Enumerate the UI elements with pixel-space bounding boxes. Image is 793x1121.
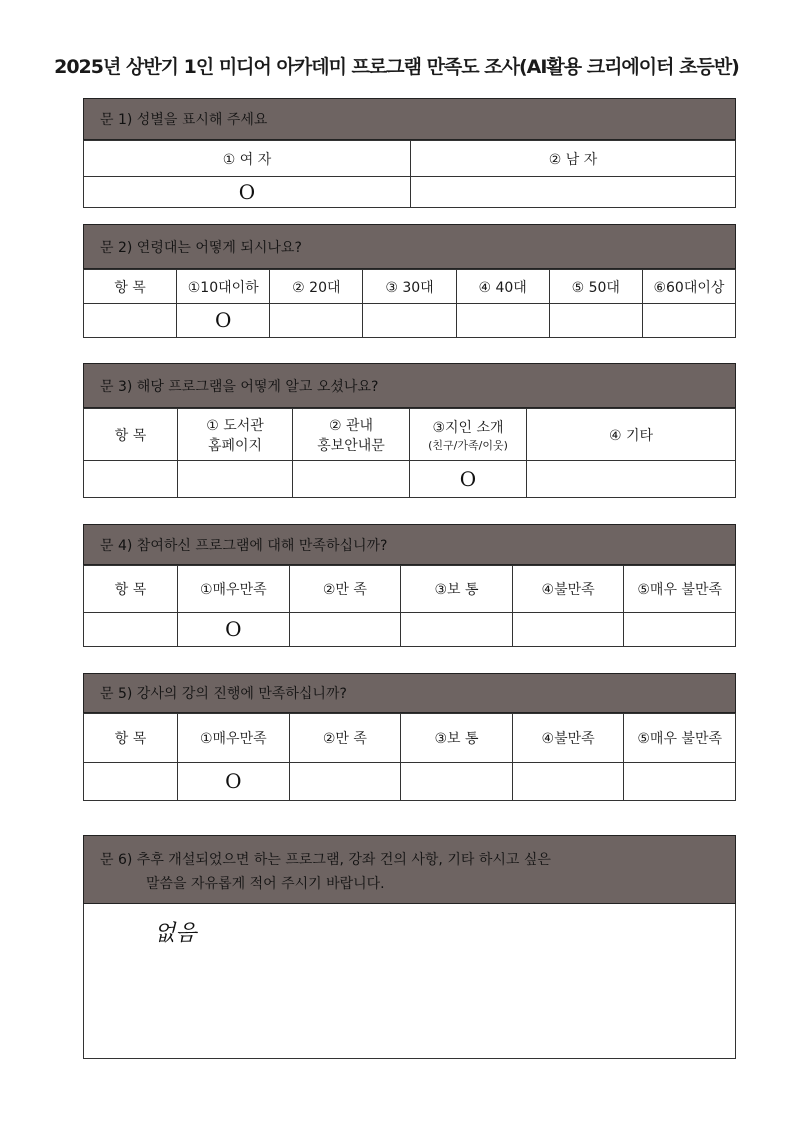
option-line: (친구/가족/이웃): [428, 438, 508, 452]
answer-cell-blank: [84, 461, 178, 498]
question-6-line-2: 말씀을 자유롭게 적어 주시기 바랍니다.: [146, 876, 385, 892]
option-line: ③지인 소개: [432, 419, 504, 436]
row-label: 항 목: [84, 270, 177, 304]
question-2-header: 문 2) 연령대는 어떻게 되시나요?: [83, 224, 736, 269]
option-age-4: ④ 40대: [456, 270, 549, 304]
option-local-notice: [293, 409, 410, 461]
question-4: [83, 524, 736, 647]
option-age-3: ③ 30대: [363, 270, 456, 304]
answer-cell-other[interactable]: [527, 461, 736, 498]
answer-cell-very-dissatisfied[interactable]: [624, 613, 736, 647]
circle-mark: O: [225, 617, 242, 641]
answer-cell-blank: [84, 304, 177, 338]
question-1: [83, 98, 736, 208]
question-6: [83, 835, 736, 1059]
question-6-header: [83, 835, 736, 904]
option-other: ④ 기타: [527, 409, 736, 461]
row-label: 항 목: [84, 714, 178, 763]
question-2-table: [83, 269, 736, 338]
option-satisfied: ②만 족: [289, 714, 401, 763]
option-neutral: ③보 통: [401, 714, 513, 763]
question-5-table: [83, 713, 736, 801]
question-3-table: [83, 408, 736, 498]
answer-cell-female[interactable]: [84, 177, 411, 208]
row-label: 항 목: [84, 566, 178, 613]
option-dissatisfied: ④불만족: [512, 566, 624, 613]
question-4-table: [83, 565, 736, 647]
option-line: ① 도서관: [206, 417, 264, 434]
answer-cell-blank: [84, 763, 178, 801]
question-5: [83, 673, 736, 801]
option-library-homepage: [178, 409, 293, 461]
answer-cell-neutral[interactable]: [401, 763, 513, 801]
option-female: ① 여 자: [84, 141, 411, 177]
option-line: 홈페이지: [207, 437, 263, 454]
option-age-6: ⑥60대이상: [642, 270, 735, 304]
answer-cell-age-1[interactable]: [177, 304, 270, 338]
option-line: ② 관내: [328, 417, 374, 434]
answer-cell-satisfied[interactable]: [289, 613, 401, 647]
question-1-header: 문 1) 성별을 표시해 주세요: [83, 98, 736, 140]
answer-cell-age-5[interactable]: [549, 304, 642, 338]
answer-cell-age-4[interactable]: [456, 304, 549, 338]
answer-cell-age-2[interactable]: [270, 304, 363, 338]
question-1-table: [83, 140, 736, 208]
question-3: [83, 363, 736, 498]
question-6-line-1: 문 6) 추후 개설되었으면 하는 프로그램, 강좌 건의 사항, 기타 하시고 싶은: [100, 852, 551, 868]
answer-cell-age-6[interactable]: [642, 304, 735, 338]
question-5-header: 문 5) 강사의 강의 진행에 만족하십니까?: [83, 673, 736, 713]
option-satisfied: ②만 족: [289, 566, 401, 613]
answer-cell-notice[interactable]: [293, 461, 410, 498]
answer-cell-very-dissatisfied[interactable]: [624, 763, 736, 801]
handwritten-answer: 없음: [154, 921, 197, 946]
option-age-5: ⑤ 50대: [549, 270, 642, 304]
answer-cell-male[interactable]: [411, 177, 736, 208]
circle-mark: O: [225, 769, 242, 793]
answer-cell-neutral[interactable]: [401, 613, 513, 647]
option-male: ② 남 자: [411, 141, 736, 177]
answer-cell-dissatisfied[interactable]: [512, 763, 624, 801]
question-4-header: 문 4) 참여하신 프로그램에 대해 만족하십니까?: [83, 524, 736, 565]
circle-mark: O: [459, 466, 477, 491]
answer-cell-dissatisfied[interactable]: [512, 613, 624, 647]
survey-title: 2025년 상반기 1인 미디어 아카데미 프로그램 만족도 조사(AI활용 크리에이터 초등반): [54, 56, 739, 78]
question-3-header: 문 3) 해당 프로그램을 어떻게 알고 오셨나요?: [83, 363, 736, 408]
row-label: 항 목: [84, 409, 178, 461]
option-very-dissatisfied: ⑤매우 불만족: [624, 714, 736, 763]
option-neutral: ③보 통: [401, 566, 513, 613]
option-age-1: ①10대이하: [177, 270, 270, 304]
option-very-dissatisfied: ⑤매우 불만족: [624, 566, 736, 613]
question-2: [83, 224, 736, 338]
answer-cell-very-satisfied[interactable]: [178, 763, 290, 801]
answer-cell-satisfied[interactable]: [289, 763, 401, 801]
option-very-satisfied: ①매우만족: [178, 566, 290, 613]
answer-cell-referral[interactable]: [410, 461, 527, 498]
option-referral: [410, 409, 527, 461]
option-dissatisfied: ④불만족: [512, 714, 624, 763]
option-line: 홍보안내문: [317, 437, 385, 454]
free-answer-box[interactable]: [83, 904, 736, 1059]
answer-cell-blank: [84, 613, 178, 647]
answer-cell-age-3[interactable]: [363, 304, 456, 338]
option-age-2: ② 20대: [270, 270, 363, 304]
answer-cell-very-satisfied[interactable]: [178, 613, 290, 647]
option-very-satisfied: ①매우만족: [178, 714, 290, 763]
answer-cell-library[interactable]: [178, 461, 293, 498]
circle-mark: O: [215, 308, 232, 332]
circle-mark: O: [238, 179, 256, 204]
